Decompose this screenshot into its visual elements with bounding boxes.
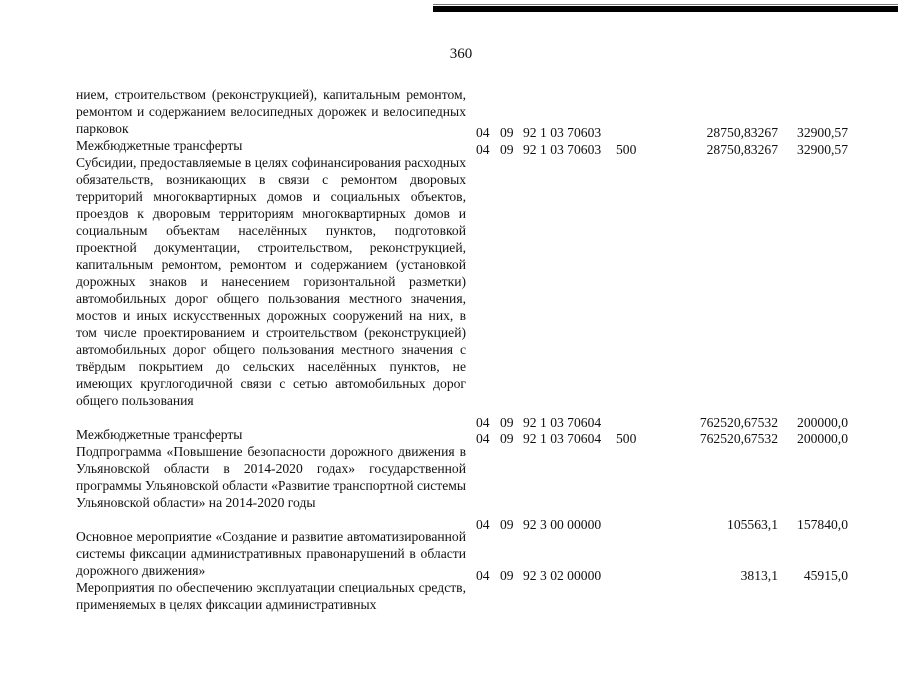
- table-row: [476, 414, 848, 431]
- article-code: 92 1 03 70604: [523, 431, 602, 446]
- amount-1: 762520,67532: [699, 415, 778, 430]
- text-block: Субсидии, предоставляемые в целях софинансирования расходных обязательств, возникающих в связи с ремонтом дворовых территорий многоквартирных домов и социальных объектов, проездов к дворовым территориям многоквартирных домов и социальным объектам населённых пунктов, подготовкой проектной документации, строительством, реконструкцией, капитальным ремонтом, ремонтом и содержанием (установкой дорожных знаков и нанесением горизонтальной разметки) автомобильных дорог общего пользования местного значения, мостов и иных искусственных дорожных сооружений на них, в том числе проектированием и строительством (реконструкцией) автомобильных дорог общего пользования местного значения с твёрдым покрытием до сельских населённых пунктов, не имеющих круглогодичной связи с сетью автомобильных дорог общего пользования: [76, 155, 466, 408]
- amount-2: 32900,57: [797, 142, 848, 157]
- amount-2: 200000,0: [797, 415, 848, 430]
- section-code: 04: [476, 431, 490, 446]
- amount-1: 28750,83267: [706, 142, 778, 157]
- expense-kind: 500: [616, 431, 637, 446]
- article-code: 92 1 03 70603: [523, 125, 602, 140]
- article-code: 92 1 03 70603: [523, 142, 602, 157]
- amount-2: 32900,57: [797, 125, 848, 140]
- subsection-code: 09: [500, 125, 514, 140]
- section-code: 04: [476, 125, 490, 140]
- amount-2: 157840,0: [797, 517, 848, 532]
- table-row: [476, 516, 848, 533]
- table-row: [476, 141, 848, 158]
- article-code: 92 3 00 00000: [523, 517, 602, 532]
- amount-2: 45915,0: [803, 568, 848, 583]
- text-block: Межбюджетные трансферты: [76, 427, 243, 442]
- section-code: 04: [476, 568, 490, 583]
- subsection-code: 09: [500, 568, 514, 583]
- article-code: 92 3 02 00000: [523, 568, 602, 583]
- table-row: [476, 124, 848, 141]
- subsection-code: 09: [500, 142, 514, 157]
- header-rule: [433, 6, 898, 12]
- article-code: 92 1 03 70604: [523, 415, 602, 430]
- section-code: 04: [476, 142, 490, 157]
- subsection-code: 09: [500, 517, 514, 532]
- text-block: Межбюджетные трансферты: [76, 138, 243, 153]
- section-code: 04: [476, 415, 490, 430]
- table-row: [476, 430, 848, 447]
- amount-1: 28750,83267: [706, 125, 778, 140]
- text-block: Подпрограмма «Повышение безопасности дорожного движения в Ульяновской области в 2014-2020 годах» государственной программы Ульяновской области «Развитие транспортной системы Ульяновской области» на 2014-2020 годы: [76, 444, 466, 510]
- subsection-code: 09: [500, 431, 514, 446]
- amount-1: 762520,67532: [699, 431, 778, 446]
- subsection-code: 09: [500, 415, 514, 430]
- text-block: нием, строительством (реконструкцией), капитальным ремонтом, ремонтом и содержанием велосипедных дорожек и велосипедных парковок: [76, 87, 466, 136]
- table-row: [476, 567, 848, 584]
- expense-kind: 500: [616, 142, 637, 157]
- amount-2: 200000,0: [797, 431, 848, 446]
- header-rule-thin: [433, 4, 898, 5]
- section-code: 04: [476, 517, 490, 532]
- page-number: 360: [449, 46, 473, 62]
- amount-1: 105563,1: [727, 517, 778, 532]
- text-block: Основное мероприятие «Создание и развитие автоматизированной системы фиксации административных правонарушений в области дорожного движения»: [76, 529, 466, 578]
- text-block: Мероприятия по обеспечению эксплуатации специальных средств, применяемых в целях фиксации административных: [76, 580, 466, 612]
- amount-1: 3813,1: [740, 568, 778, 583]
